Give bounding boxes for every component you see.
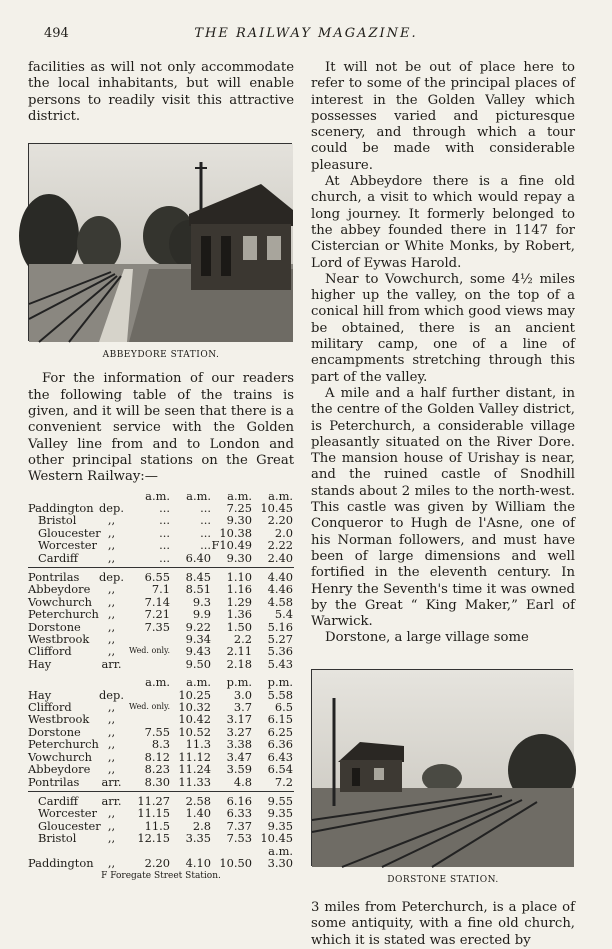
station-name: Hay xyxy=(28,687,52,702)
page-header xyxy=(24,22,588,44)
train-time: 7.1 xyxy=(151,582,170,597)
train-time: 3.30 xyxy=(267,855,293,870)
train-time: 9.43 xyxy=(185,644,211,659)
train-time: 7.21 xyxy=(144,607,170,622)
train-time: 5.36 xyxy=(267,644,293,659)
dep-arr-marker: dep. xyxy=(99,570,124,584)
train-time: 6.33 xyxy=(226,806,252,821)
train-time: 10.50 xyxy=(219,855,252,870)
train-time: 3.35 xyxy=(185,831,211,846)
table-row xyxy=(28,583,294,595)
train-time: 4.10 xyxy=(185,855,211,870)
train-time: 1.10 xyxy=(226,570,252,584)
train-time: 2.20 xyxy=(267,513,293,528)
train-time: 7.35 xyxy=(144,619,170,634)
dep-arr-marker: ,, xyxy=(107,831,116,846)
train-time: 5.58 xyxy=(267,687,293,702)
train-time: ... xyxy=(159,538,170,553)
dep-arr-marker: ,, xyxy=(107,538,116,553)
train-time: 2.8 xyxy=(192,818,211,833)
train-time: 2.18 xyxy=(226,656,252,671)
dep-arr-marker: ,, xyxy=(107,550,116,565)
dep-arr-marker: ,, xyxy=(107,806,116,821)
paragraph-dorstone-cont: 3 miles from Peterchurch, is a place of some antiquity, with a fine old church, which it is stated was erected by xyxy=(311,899,575,948)
train-time: 3.0 xyxy=(233,687,252,702)
dep-arr-marker: ,, xyxy=(107,525,116,540)
train-time: ... xyxy=(200,525,211,540)
train-time: ... xyxy=(159,500,170,515)
train-time: 11.27 xyxy=(137,793,170,808)
train-time: 7.37 xyxy=(226,818,252,833)
timetable-down-valley-rows xyxy=(28,689,294,788)
train-time: 3.17 xyxy=(226,712,252,727)
dep-arr-marker: dep. xyxy=(99,500,124,515)
train-time: 1.16 xyxy=(226,582,252,597)
table-row xyxy=(28,552,294,564)
train-time: 6.43 xyxy=(267,749,293,764)
train-time: 5.43 xyxy=(267,656,293,671)
paragraph-abbeydore: At Abbeydore there is a fine old church, a visit to which would repay a long journey. It formerly belonged to the abbey founded there in 1147 for Cistercian or White Monks, by Robert, Lord of Eywas Harold. xyxy=(311,174,575,271)
photo2-caption: DORSTONE STATION. xyxy=(387,874,499,885)
station-name: Paddington xyxy=(28,500,94,515)
train-time: 7.55 xyxy=(144,724,170,739)
train-time: 10.42 xyxy=(178,712,211,727)
train-time: 2.40 xyxy=(267,550,293,565)
dep-arr-marker: ,, xyxy=(107,619,116,634)
station-name: Abbeydore xyxy=(28,762,91,777)
table-divider xyxy=(28,567,294,568)
table-row xyxy=(28,857,294,869)
station-name: Cardiff xyxy=(38,550,78,565)
train-time xyxy=(129,658,170,670)
magazine-title: THE RAILWAY MAGAZINE. xyxy=(194,26,418,41)
train-time: 6.40 xyxy=(185,550,211,565)
table-row xyxy=(28,763,294,775)
train-time: 6.5 xyxy=(274,700,293,715)
paragraph-places: It will not be out of place here to refer to some of the principal places of interest in the Golden Valley which possesses varied and picturesque scenery, and through which a tour could be made with considerable pleasure. xyxy=(311,60,575,173)
train-time: 9.22 xyxy=(185,619,211,634)
dep-arr-marker: arr. xyxy=(101,656,122,671)
train-time: 3.59 xyxy=(226,762,252,777)
train-time: 8.30 xyxy=(144,774,170,789)
table-row xyxy=(28,738,294,750)
train-time: 12.15 xyxy=(137,831,170,846)
train-time: 8.51 xyxy=(185,582,211,597)
train-time: 3.27 xyxy=(226,724,252,739)
timetable-up-rows xyxy=(28,502,294,564)
timetable-down-rows xyxy=(28,795,294,869)
station-name: Westbrook xyxy=(28,632,90,647)
train-time: ... xyxy=(159,513,170,528)
train-time: ... xyxy=(159,550,170,565)
dep-arr-marker: ,, xyxy=(107,644,116,659)
table-intro-paragraph: For the information of our readers the following table of the trains is given, and it will be seen that there is a convenient service with the Golden Valley line from and to London and other principal stations on the Great Western Railway:— xyxy=(28,371,294,485)
train-time: 2.11 xyxy=(226,644,252,659)
train-time: F10.49 xyxy=(211,538,252,553)
station-name: Vowchurch xyxy=(28,749,92,764)
train-time: 3.38 xyxy=(226,737,252,752)
train-time: Wed. only. xyxy=(129,702,171,712)
train-time: 9.30 xyxy=(226,513,252,528)
train-time: 8.3 xyxy=(151,737,170,752)
station-name: Westbrook xyxy=(28,712,90,727)
table-divider xyxy=(28,791,294,792)
train-time: 9.30 xyxy=(226,550,252,565)
station-name: Peterchurch xyxy=(28,737,99,752)
station-name: Dorstone xyxy=(28,724,81,739)
train-time: 10.25 xyxy=(178,687,211,702)
dep-arr-marker: ,, xyxy=(107,818,116,833)
station-name: Worcester xyxy=(38,806,97,821)
train-time: 9.35 xyxy=(267,806,293,821)
table-row xyxy=(28,713,294,725)
train-time: 1.29 xyxy=(226,594,252,609)
station-name: Pontrilas xyxy=(28,774,80,789)
train-time: 1.36 xyxy=(226,607,252,622)
dep-arr-marker: ,, xyxy=(107,855,116,870)
dep-arr-marker: ,, xyxy=(107,594,116,609)
train-time: 4.58 xyxy=(267,594,293,609)
station-name: Clifford xyxy=(28,700,72,715)
station-name: Abbeydore xyxy=(28,582,91,597)
station-name: Bristol xyxy=(38,513,77,528)
station-name: Cardiff xyxy=(38,793,78,808)
station-name: Clifford xyxy=(28,644,72,659)
table-row xyxy=(28,776,294,788)
dep-arr-marker: arr. xyxy=(101,774,122,789)
train-time: 6.25 xyxy=(267,724,293,739)
train-time: 6.36 xyxy=(267,737,293,752)
paragraph-peterchurch: A mile and a half further distant, in the centre of the Golden Valley district, is Peterchurch, a considerable village pleasantly situated on the River Dore. The mansion house of Urishay is near, and the ruined castle of Snodhill stands about 2 miles to the north-west. This castle was given by William the Conqueror to Hugh de l'Asne, one of his Norman followers, and must have been of large dimensions and well fortified in the eleventh century. In Henry the Seventh's time it was owned by the Great “ King Maker,” Earl of Warwick. xyxy=(311,385,575,630)
timetable-footnote: F Foregate Street Station. xyxy=(101,871,221,882)
train-time: 11.12 xyxy=(178,749,211,764)
train-time: 10.32 xyxy=(178,700,211,715)
train-time: 2.2 xyxy=(233,632,252,647)
train-time: 6.15 xyxy=(267,712,293,727)
abbeydore-station-photo xyxy=(28,143,292,341)
dep-arr-marker: ,, xyxy=(107,607,116,622)
timetable-up-valley-rows xyxy=(28,571,294,670)
train-time: 11.3 xyxy=(185,737,211,752)
train-time: 7.53 xyxy=(226,831,252,846)
train-time: ... xyxy=(159,525,170,540)
dep-arr-marker: ,, xyxy=(107,737,116,752)
train-time: 6.16 xyxy=(226,793,252,808)
table-row xyxy=(28,539,294,551)
train-time: 6.55 xyxy=(144,570,170,584)
station-name: Gloucester xyxy=(38,818,101,833)
left-column xyxy=(28,60,294,883)
train-time: 9.35 xyxy=(267,818,293,833)
train-time: 7.2 xyxy=(274,774,293,789)
table-row xyxy=(28,608,294,620)
station-name: Peterchurch xyxy=(28,607,99,622)
train-time: 9.9 xyxy=(192,607,211,622)
train-time: ... xyxy=(200,513,211,528)
train-time: 11.15 xyxy=(137,806,170,821)
dep-arr-marker: dep. xyxy=(99,687,124,702)
dep-arr-marker: ,, xyxy=(107,700,116,715)
table-row xyxy=(28,807,294,819)
station-name: Bristol xyxy=(38,831,77,846)
train-time: 10.52 xyxy=(178,724,211,739)
dep-arr-marker: ,, xyxy=(107,632,116,647)
dorstone-illustration xyxy=(312,670,574,867)
intro-paragraph: facilities as will not only accommodate the local inhabitants, but will enable persons to readily visit this attractive district. xyxy=(28,60,294,124)
train-time: 9.50 xyxy=(185,656,211,671)
table-row xyxy=(28,658,294,670)
train-time: 5.27 xyxy=(267,632,293,647)
train-time: 3.47 xyxy=(226,749,252,764)
abbeydore-illustration xyxy=(29,144,293,342)
station-name: Worcester xyxy=(38,538,97,553)
dep-arr-marker: ,, xyxy=(107,749,116,764)
station-name: Vowchurch xyxy=(28,594,92,609)
train-time: 2.22 xyxy=(267,538,293,553)
dorstone-station-photo xyxy=(311,669,573,866)
page-number: 494 xyxy=(44,26,69,41)
train-time: ... xyxy=(200,500,211,515)
train-time: 10.38 xyxy=(219,525,252,540)
table-row xyxy=(28,514,294,526)
train-time: 4.46 xyxy=(267,582,293,597)
dep-arr-marker: ,, xyxy=(107,513,116,528)
train-time: 9.55 xyxy=(267,793,293,808)
station-name: Pontrilas xyxy=(28,570,80,584)
train-time: 5.16 xyxy=(267,619,293,634)
train-time: 9.3 xyxy=(192,594,211,609)
table-row xyxy=(28,832,294,844)
train-time: 1.40 xyxy=(185,806,211,821)
train-time: 4.40 xyxy=(267,570,293,584)
dep-arr-marker: arr. xyxy=(101,793,122,808)
dep-arr-marker: ,, xyxy=(107,724,116,739)
train-time xyxy=(129,633,170,645)
paragraph-dorstone-start: Dorstone, a large village some xyxy=(325,630,529,646)
right-column xyxy=(311,60,575,949)
dep-arr-marker: ,, xyxy=(107,762,116,777)
station-name: Paddington xyxy=(28,855,94,870)
train-time: 7.14 xyxy=(144,594,170,609)
train-time: 5.4 xyxy=(274,607,293,622)
dep-arr-marker: ,, xyxy=(107,582,116,597)
train-time: 1.50 xyxy=(226,619,252,634)
train-time: 9.34 xyxy=(185,632,211,647)
train-time: 7.25 xyxy=(226,500,252,515)
train-time: 11.33 xyxy=(178,774,211,789)
timetable xyxy=(28,490,294,883)
train-time: 10.45 xyxy=(260,500,293,515)
train-time: Wed. only. xyxy=(129,646,171,656)
station-name: Hay xyxy=(28,656,52,671)
train-time: 2.0 xyxy=(274,525,293,540)
train-time: 11.5 xyxy=(144,818,170,833)
train-time xyxy=(129,713,170,725)
train-time: a.m. xyxy=(268,843,293,858)
train-time: 8.23 xyxy=(144,762,170,777)
train-time: 8.12 xyxy=(144,749,170,764)
paragraph-vowchurch: Near to Vowchurch, some 4½ miles higher up the valley, on the top of a conical hill from which good views may be obtained, there is an ancient military camp, one of a line of encampments stretching through this part of the valley. xyxy=(311,271,575,385)
train-time: 10.45 xyxy=(260,831,293,846)
train-time: 11.24 xyxy=(178,762,211,777)
timetable-down-header: a.m. a.m. p.m. p.m. xyxy=(145,675,293,690)
station-name: Dorstone xyxy=(28,619,81,634)
dep-arr-marker: ,, xyxy=(107,712,116,727)
train-time: 6.54 xyxy=(267,762,293,777)
timetable-up-header: a.m. a.m. a.m. a.m. xyxy=(145,488,293,503)
train-time: 8.45 xyxy=(185,570,211,584)
station-name: Gloucester xyxy=(38,525,101,540)
train-time: ... xyxy=(200,538,211,553)
train-time xyxy=(129,689,170,701)
photo1-caption: ABBEYDORE STATION. xyxy=(102,350,220,361)
train-time: 3.7 xyxy=(233,700,252,715)
train-time: 2.20 xyxy=(144,855,170,870)
train-time: 4.8 xyxy=(233,774,252,789)
table-row xyxy=(28,645,294,657)
train-time: 2.58 xyxy=(185,793,211,808)
